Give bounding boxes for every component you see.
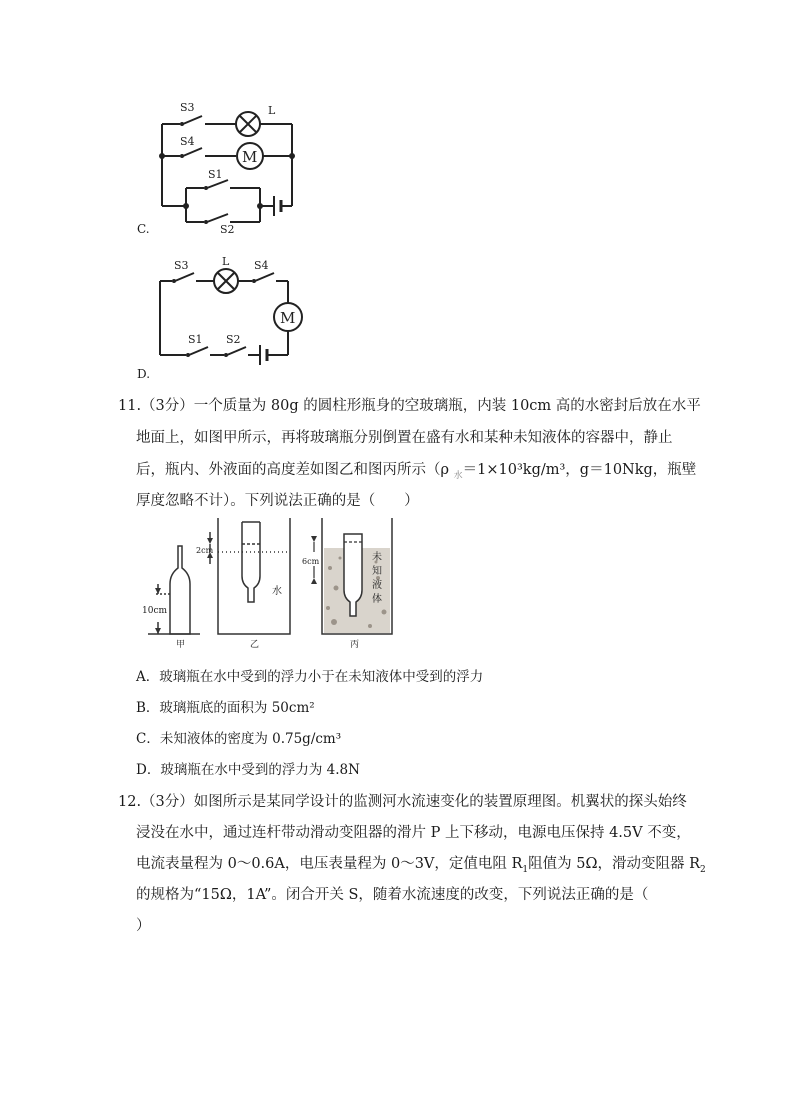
- option-d-letter: D.: [137, 367, 151, 381]
- q11-line1: 11.（3分）一个质量为 80g 的圆柱形瓶身的空玻璃瓶，内装 10cm 高的水密封后放在水平: [118, 398, 701, 414]
- label-lamp: L: [222, 255, 230, 268]
- option-c-circuit: [150, 96, 310, 236]
- circuit-diagram-d: [150, 255, 310, 365]
- label-s3: S3: [174, 259, 189, 272]
- q11-line2: 地面上，如图甲所示，再将玻璃瓶分别倒置在盛有水和某种未知液体的容器中，静止: [136, 430, 673, 446]
- label-6cm: 6cm: [302, 557, 320, 566]
- option-d-circuit: [150, 255, 310, 365]
- q12-line3: 电流表量程为 0～0.6A，电压表量程为 0～3V，定值电阻 $R_1$阻值为 5Ω，滑动变阻器 $R_2$: [136, 856, 706, 875]
- label-unknown-3: 液: [372, 580, 382, 591]
- q12-line1: 12.（3分）如图所示是某同学设计的监测河水流速变化的装置原理图。机翼状的探头始终: [118, 794, 687, 810]
- option-c-letter: C.: [137, 222, 150, 236]
- label-jia: 甲: [176, 640, 186, 650]
- label-unknown-1: 未: [372, 552, 382, 563]
- q11-line4: 厚度忽略不计）。下列说法正确的是（ ）: [136, 493, 419, 509]
- label-s4: S4: [180, 135, 195, 148]
- label-s1: S1: [208, 168, 223, 181]
- q12-line4: 的规格为“15Ω，1A”。闭合开关 S，随着水流速度的改变，下列说法正确的是（: [136, 887, 649, 903]
- label-unknown-2: 知: [372, 566, 382, 577]
- label-s2: S2: [226, 333, 241, 346]
- label-water: 水: [272, 586, 282, 597]
- q11-line3: 后，瓶内、外液面的高度差如图乙和图丙所示（ρ $_水$＝1×10³kg/m³，g＝10Nkg，瓶壁: [136, 462, 697, 481]
- label-s4: S4: [254, 259, 269, 272]
- bottle-figure: [140, 518, 410, 650]
- label-2cm: 2cm: [196, 546, 214, 555]
- label-10cm: 10cm: [142, 606, 168, 616]
- label-s3: S3: [180, 101, 195, 114]
- q11-option-c: C．未知液体的密度为 0.75g/cm³: [136, 731, 342, 747]
- q11-option-b: B．玻璃瓶底的面积为 50cm²: [136, 700, 315, 716]
- bottle-figure-svg: [140, 518, 410, 650]
- label-unknown-4: 体: [372, 594, 382, 605]
- q12-line2: 浸没在水中，通过连杆带动滑动变阻器的滑片 P 上下移动，电源电压保持 4.5V 不变，: [136, 825, 691, 841]
- label-s2: S2: [220, 223, 235, 236]
- label-lamp: L: [268, 104, 276, 117]
- label-s1: S1: [188, 333, 203, 346]
- q11-option-a: A．玻璃瓶在水中受到的浮力小于在未知液体中受到的浮力: [136, 669, 484, 685]
- label-motor: M: [242, 148, 258, 166]
- label-bing: 丙: [350, 640, 360, 650]
- label-yi: 乙: [250, 640, 260, 650]
- label-motor: M: [280, 309, 296, 327]
- q11-option-d: D．玻璃瓶在水中受到的浮力为 4.8N: [136, 762, 360, 778]
- q12-line5: ）: [136, 918, 151, 934]
- circuit-diagram-c: [150, 96, 310, 236]
